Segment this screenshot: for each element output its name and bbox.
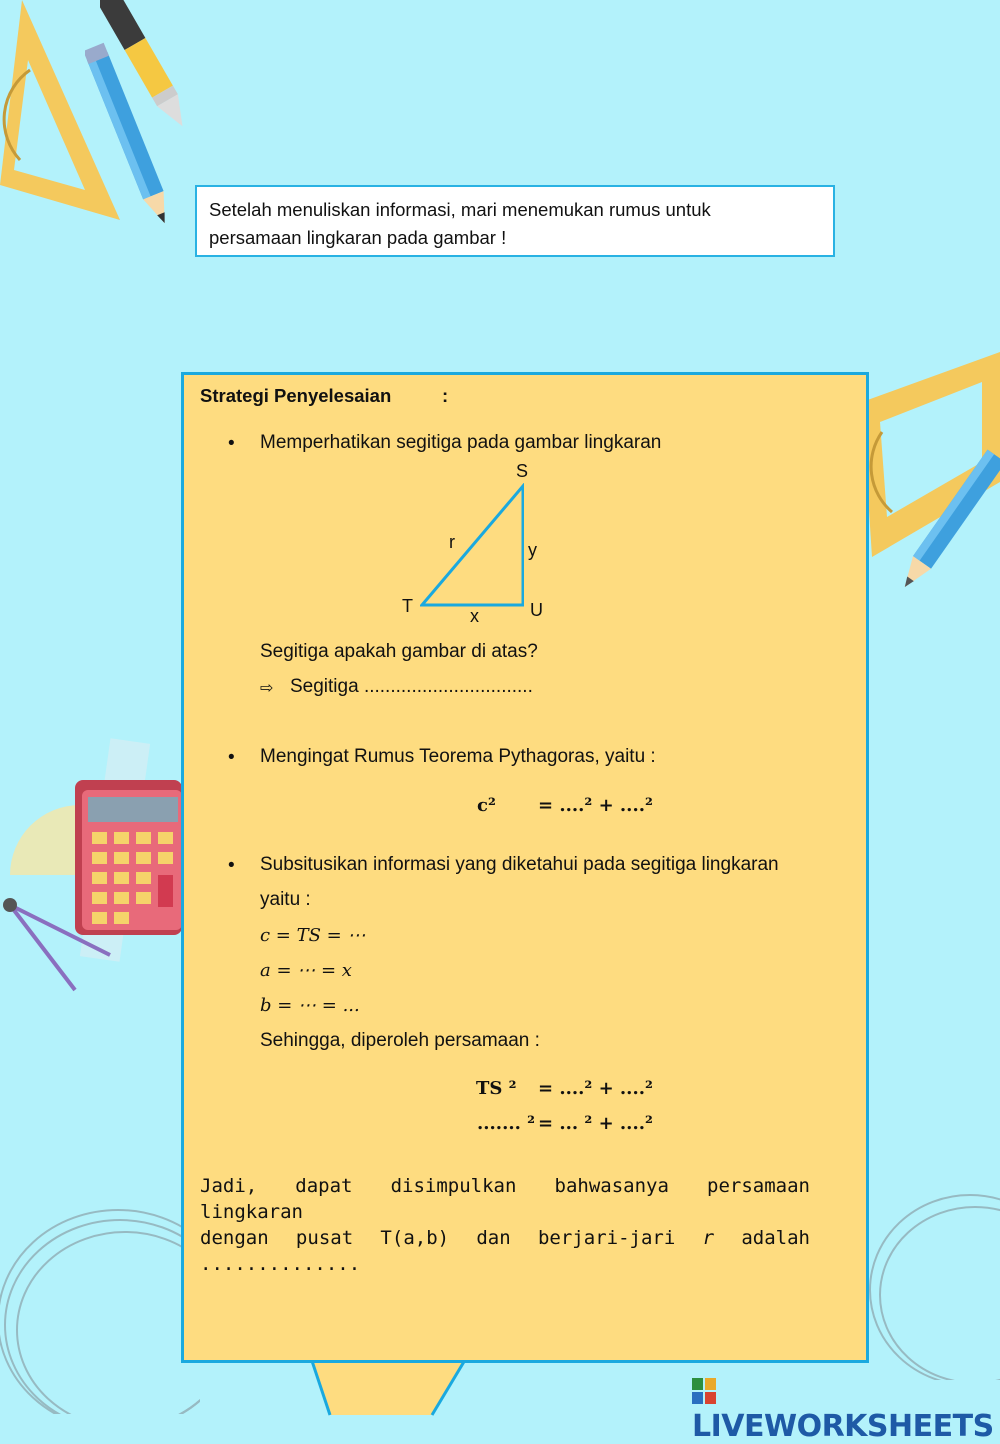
triangle-label-y: y	[528, 540, 537, 560]
answer-arrow-icon: ⇨	[260, 680, 274, 697]
bullet-1-text: Memperhatikan segitiga pada gambar lingkaran	[260, 432, 662, 453]
triangle-label-x: x	[470, 606, 479, 626]
pencil-right-icon	[895, 440, 1000, 610]
formula-1-rhs[interactable]: = ....² + ....²	[538, 795, 653, 816]
conclusion-line-1: Jadi, dapat disimpulkan bahwasanya persamaan lingkaran	[200, 1175, 810, 1223]
conclusion-text	[200, 1173, 810, 1277]
scribble-circle-left-icon	[0, 1175, 200, 1414]
bullet-dot-1: •	[228, 433, 235, 454]
bullet-3-line-1: Subsitusikan informasi yang diketahui pada segitiga lingkaran	[260, 854, 779, 875]
intro-line-2: persamaan lingkaran pada gambar !	[209, 227, 507, 248]
calculator-icon	[0, 735, 182, 1005]
scribble-circle-right-icon	[860, 1180, 1000, 1380]
formula-1-lhs: c²	[477, 795, 496, 816]
conclusion-line-2-start: dengan pusat T(a,b) dan berjari-jari	[200, 1227, 676, 1249]
formula-2-lhs: TS ²	[476, 1078, 517, 1099]
intro-instruction-box	[195, 185, 835, 257]
strategy-heading-text: Strategi Penyelesaian	[200, 385, 392, 406]
triangle-label-u: U	[530, 600, 543, 620]
answer-blank[interactable]: Segitiga ................................	[290, 676, 533, 697]
equation-c[interactable]: c = TS = ⋯	[260, 925, 366, 946]
strategy-card	[181, 372, 869, 1363]
strategy-heading-colon: :	[442, 385, 449, 406]
formula-3-lhs[interactable]: ....... ²	[477, 1113, 536, 1134]
card-tail	[310, 1355, 480, 1417]
equation-a[interactable]: a = ⋯ = x	[260, 960, 352, 981]
pen-yellow-icon	[100, 0, 200, 140]
liveworksheets-logo-icon	[692, 1378, 716, 1404]
triangle-label-t: T	[402, 596, 413, 616]
sehingga-text: Sehingga, diperoleh persamaan :	[260, 1030, 540, 1051]
bullet-3-line-2: yaitu :	[260, 889, 311, 910]
right-triangle-diagram	[420, 483, 524, 608]
conclusion-radius-r: r	[702, 1227, 715, 1249]
intro-line-1: Setelah menuliskan informasi, mari menemukan rumus untuk	[209, 199, 711, 220]
formula-3-rhs[interactable]: = ... ² + ....²	[538, 1113, 653, 1134]
liveworksheets-logo-text: LIVEWORKSHEETS	[692, 1409, 994, 1444]
conclusion-blank[interactable]: adalah ..............	[200, 1227, 810, 1275]
liveworksheets-logo	[692, 1374, 1000, 1444]
bullet-dot-2: •	[228, 747, 235, 768]
formula-2-rhs[interactable]: = ....² + ....²	[538, 1078, 653, 1099]
triangle-question: Segitiga apakah gambar di atas?	[260, 641, 538, 662]
triangle-label-r: r	[449, 532, 455, 552]
conclusion-line-2	[200, 1225, 810, 1277]
strategy-heading	[200, 385, 449, 407]
bullet-dot-3: •	[228, 855, 235, 876]
triangle-label-s: S	[516, 461, 529, 481]
bullet-2-text: Mengingat Rumus Teorema Pythagoras, yaitu :	[260, 746, 656, 767]
equation-b[interactable]: b = ⋯ = ...	[260, 995, 360, 1016]
